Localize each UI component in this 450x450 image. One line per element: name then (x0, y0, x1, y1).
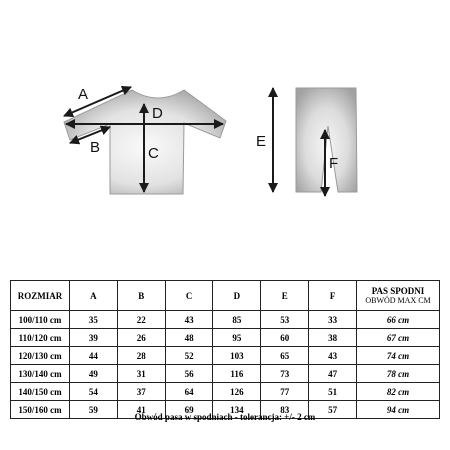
cell-f: 47 (309, 365, 357, 383)
cell-a: 59 (70, 401, 118, 419)
header-b: B (117, 281, 165, 311)
cell-e: 83 (261, 401, 309, 419)
cell-pants: 94 cm (357, 401, 440, 419)
cell-d: 85 (213, 311, 261, 329)
header-f: F (309, 281, 357, 311)
cell-size: 150/160 cm (11, 401, 70, 419)
cell-c: 52 (165, 347, 213, 365)
cell-size: 100/110 cm (11, 311, 70, 329)
cell-pants: 66 cm (357, 311, 440, 329)
cell-e: 65 (261, 347, 309, 365)
cell-d: 103 (213, 347, 261, 365)
size-table (10, 280, 440, 419)
footnote: Obwód pasa w spodniach - tolerancja: +/- 2 cm (134, 412, 316, 422)
header-a: A (70, 281, 118, 311)
table-row (11, 347, 440, 365)
header-e: E (261, 281, 309, 311)
cell-pants: 82 cm (357, 383, 440, 401)
cell-d: 95 (213, 329, 261, 347)
cell-d: 116 (213, 365, 261, 383)
label-b: B (90, 139, 101, 156)
cell-d: 134 (213, 401, 261, 419)
cell-b: 37 (117, 383, 165, 401)
cell-pants: 78 cm (357, 365, 440, 383)
table-row (11, 365, 440, 383)
cell-d: 126 (213, 383, 261, 401)
cell-c: 64 (165, 383, 213, 401)
cell-f: 57 (309, 401, 357, 419)
cell-a: 35 (70, 311, 118, 329)
cell-e: 53 (261, 311, 309, 329)
label-f: F (329, 155, 339, 172)
cell-b: 28 (117, 347, 165, 365)
table-header-row (11, 281, 440, 311)
label-e: E (256, 133, 267, 150)
pants-shape (296, 88, 357, 192)
header-pants-line2: OBWÓD MAX CM (365, 296, 431, 305)
cell-f: 38 (309, 329, 357, 347)
cell-c: 48 (165, 329, 213, 347)
table-row (11, 329, 440, 347)
label-a: A (78, 86, 89, 103)
cell-b: 22 (117, 311, 165, 329)
cell-pants: 74 cm (357, 347, 440, 365)
label-c: C (148, 145, 159, 162)
cell-pants: 67 cm (357, 329, 440, 347)
cell-a: 49 (70, 365, 118, 383)
label-d: D (152, 105, 163, 122)
cell-b: 26 (117, 329, 165, 347)
table-row (11, 383, 440, 401)
header-pants-waist (357, 281, 440, 311)
cell-a: 54 (70, 383, 118, 401)
cell-b: 41 (117, 401, 165, 419)
cell-a: 44 (70, 347, 118, 365)
cell-c: 56 (165, 365, 213, 383)
header-c: C (165, 281, 213, 311)
cell-size: 120/130 cm (11, 347, 70, 365)
cell-size: 110/120 cm (11, 329, 70, 347)
cell-b: 31 (117, 365, 165, 383)
cell-e: 77 (261, 383, 309, 401)
cell-c: 69 (165, 401, 213, 419)
header-pants-line1: PAS SPODNI (371, 286, 425, 296)
cell-c: 43 (165, 311, 213, 329)
cell-e: 73 (261, 365, 309, 383)
cell-f: 33 (309, 311, 357, 329)
header-size: ROZMIAR (11, 281, 70, 311)
cell-a: 39 (70, 329, 118, 347)
cell-f: 51 (309, 383, 357, 401)
cell-size: 130/140 cm (11, 365, 70, 383)
cell-size: 140/150 cm (11, 383, 70, 401)
cell-e: 60 (261, 329, 309, 347)
header-d: D (213, 281, 261, 311)
cell-f: 43 (309, 347, 357, 365)
table-row (11, 311, 440, 329)
